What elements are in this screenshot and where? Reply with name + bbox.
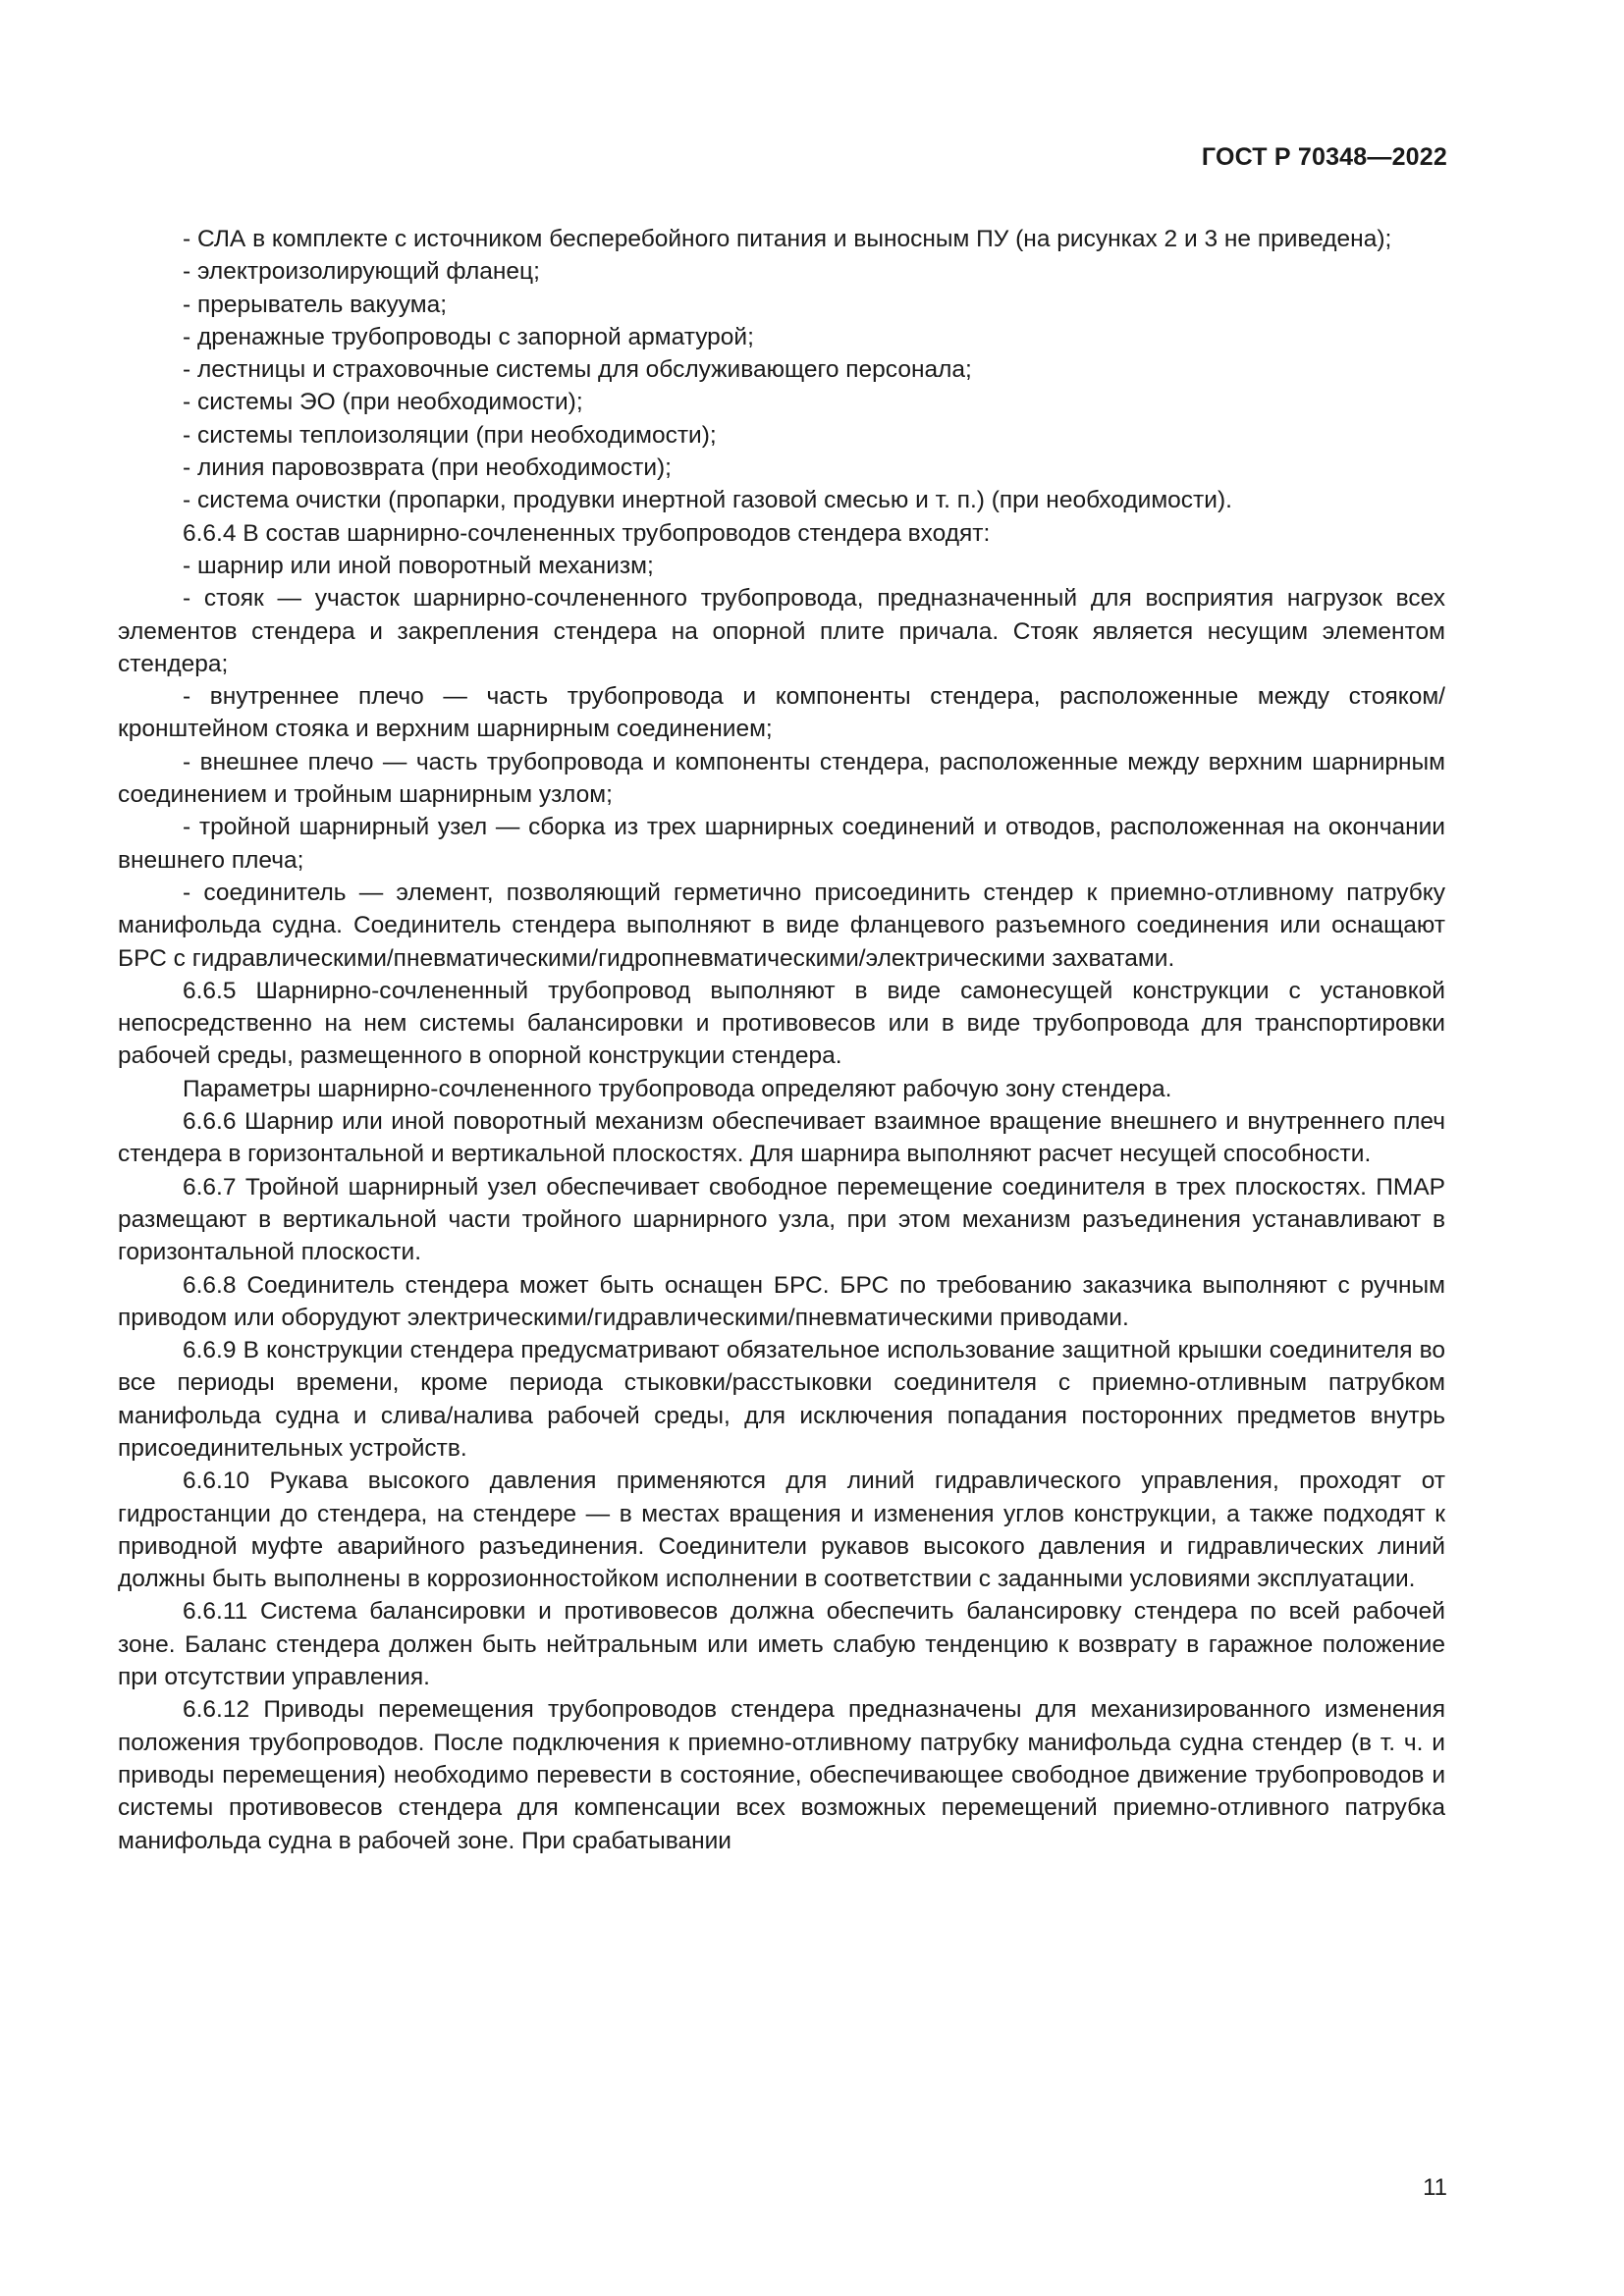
paragraph: - электроизолирующий фланец; <box>183 258 540 286</box>
paragraph: - дренажные трубопроводы с запорной арматурой; <box>183 323 754 350</box>
paragraph: - системы теплоизоляции (при необходимости); <box>183 421 717 449</box>
paragraph: Параметры шарнирно-сочлененного трубопровода определяют рабочую зону стендера. <box>183 1075 1172 1102</box>
paragraph: 6.6.8 Соединитель стендера может быть оснащен БРС. БРС по требованию заказчика выполняют с ручным приводом или оборудуют электрическими/гидравлическими/пневматическими приводами. <box>118 1271 1445 1331</box>
paragraph: 6.6.6 Шарнир или иной поворотный механизм обеспечивает взаимное вращение внешнего и внутреннего плеч стендера в горизонтальной и вертикальной плоскостях. Для шарнира выполняют расчет несущей способности. <box>118 1108 1445 1168</box>
paragraph: - линия паровозврата (при необходимости); <box>183 454 672 482</box>
paragraph: - соединитель — элемент, позволяющий герметично присоединить стендер к приемно-отливному патрубку манифольда судна. Соединитель стендера выполняют в виде фланцевого разъемного соединения или оснащают БРС с гидравлическими/пневматическими/гидропневматическими/электрическими захватами. <box>118 879 1445 972</box>
paragraph: - система очистки (пропарки, продувки инертной газовой смесью и т. п.) (при необходимости). <box>183 487 1232 514</box>
paragraph: - стояк — участок шарнирно-сочлененного трубопровода, предназначенный для восприятия нагрузок всех элементов стендера и закрепления стендера на опорной плите причала. Стояк является несущим элементом стендера; <box>118 585 1445 677</box>
paragraph: 6.6.7 Тройной шарнирный узел обеспечивает свободное перемещение соединителя в трех плоскостях. ПМАР размещают в вертикальной части тройного шарнирного узла, при этом механизм разъединения устанавливают в горизонтальной плоскости. <box>118 1173 1445 1266</box>
paragraph: 6.6.5 Шарнирно-сочлененный трубопровод выполняют в виде самонесущей конструкции с установкой непосредственно на нем системы балансировки и противовесов или в виде трубопровода для транспортировки рабочей среды, размещенного в опорной конструкции стендера. <box>118 977 1445 1070</box>
paragraph: - внутреннее плечо — часть трубопровода и компоненты стендера, расположенные между стояком/кронштейном стояка и верхним шарнирным соединением; <box>118 683 1445 743</box>
paragraph: - тройной шарнирный узел — сборка из трех шарнирных соединений и отводов, расположенная на окончании внешнего плеча; <box>118 814 1445 874</box>
document-body <box>118 223 1445 1857</box>
paragraph: - СЛА в комплекте с источником бесперебойного питания и выносным ПУ (на рисунках 2 и 3 не приведена); <box>183 226 1392 252</box>
paragraph: 6.6.9 В конструкции стендера предусматривают обязательное использование защитной крышки соединителя во все периоды времени, кроме периода стыковки/расстыковки соединителя с приемно-отливным патрубком манифольда судна и слива/налива рабочей среды, для исключения попадания посторонних предметов внутрь присоединительных устройств. <box>118 1337 1445 1462</box>
paragraph: 6.6.12 Приводы перемещения трубопроводов стендера предназначены для механизированного изменения положения трубопроводов. После подключения к приемно-отливному патрубку манифольда судна стендер (в т. ч. и приводы перемещения) необходимо перевести в состояние, обеспечивающее свободное движение трубопроводов и системы противовесов стендера для компенсации всех возможных перемещений приемно-отливного патрубка манифольда судна в рабочей зоне. При срабатывании <box>118 1696 1445 1854</box>
paragraph: - лестницы и страховочные системы для обслуживающего персонала; <box>183 356 972 384</box>
paragraph: 6.6.11 Система балансировки и противовесов должна обеспечить балансировку стендера по всей рабочей зоне. Баланс стендера должен быть нейтральным или иметь слабую тенденцию к возврату в гаражное положение при отсутствии управления. <box>118 1598 1445 1691</box>
paragraph: - шарнир или иной поворотный механизм; <box>183 552 654 579</box>
page-number: 11 <box>1423 2174 1447 2201</box>
paragraph: 6.6.4 В состав шарнирно-сочлененных трубопроводов стендера входят: <box>183 519 991 547</box>
paragraph: - системы ЭО (при необходимости); <box>183 389 583 416</box>
paragraph: 6.6.10 Рукава высокого давления применяются для линий гидравлического управления, проходят от гидростанции до стендера, на стендере — в местах вращения и изменения углов конструкции, а также подходят к приводной муфте аварийного разъединения. Соединители рукавов высокого давления и гидравлических линий должны быть выполнены в коррозионностойком исполнении в соответствии с заданными условиями эксплуатации. <box>118 1468 1445 1593</box>
paragraph: - внешнее плечо — часть трубопровода и компоненты стендера, расположенные между верхним шарнирным соединением и тройным шарнирным узлом; <box>118 748 1445 809</box>
document-code-header: ГОСТ Р 70348—2022 <box>1201 143 1447 171</box>
paragraph: - прерыватель вакуума; <box>183 291 448 318</box>
